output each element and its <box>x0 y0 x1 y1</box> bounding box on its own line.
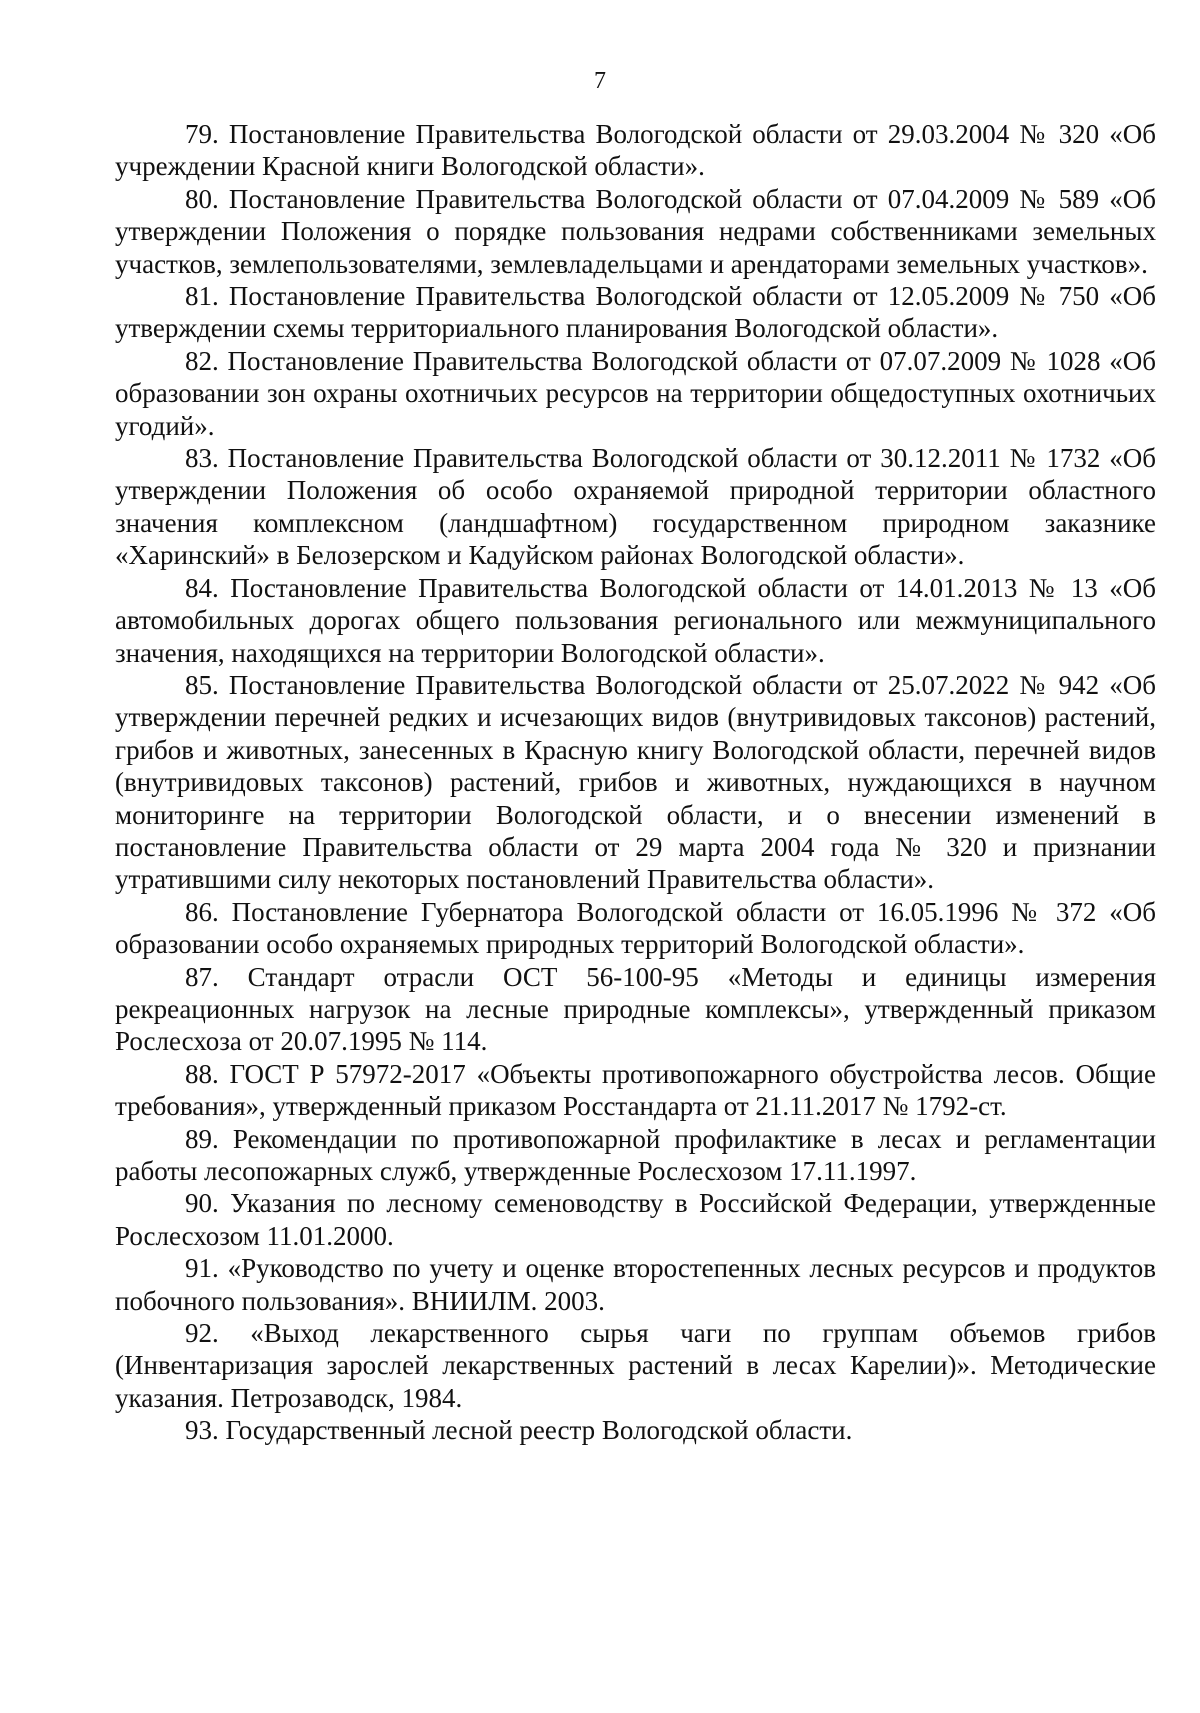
list-item: 87. Стандарт отрасли ОСТ 56-100-95 «Методы и единицы измерения рекреационных нагрузок на лесные природные комплексы», утвержденный приказом Рослесхоза от 20.07.1995 № 114. <box>115 961 1156 1057</box>
page-number: 7 <box>594 68 606 94</box>
list-item: 84. Постановление Правительства Вологодской области от 14.01.2013 № 13 «Об автомобильных дорогах общего пользования регионального или межмуниципального значения, находящихся на территории Вологодской области». <box>115 572 1156 668</box>
reference-list <box>115 118 1156 1447</box>
list-item: 83. Постановление Правительства Вологодской области от 30.12.2011 № 1732 «Об утверждении Положения об особо охраняемой природной территории областного значения комплексном (ландшафтном) государственном природном заказнике «Харинский» в Белозерском и Кадуйском районах Вологодской области». <box>115 443 1156 571</box>
list-item: 93. Государственный лесной реестр Вологодской области. <box>185 1415 853 1446</box>
list-item: 85. Постановление Правительства Вологодской области от 25.07.2022 № 942 «Об утверждении перечней редких и исчезающих видов (внутривидовых таксонов) растений, грибов и животных, занесенных в Красную книгу Вологодской области, перечней видов (внутривидовых таксонов) растений, грибов и животных, нуждающихся в научном мониторинге на территории Вологодской области, и о внесении изменений в постановление Правительства области от 29 марта 2004 года № 320 и признании утратившими силу некоторых постановлений Правительства области». <box>115 669 1156 895</box>
list-item: 91. «Руководство по учету и оценке второстепенных лесных ресурсов и продуктов побочного пользования». ВНИИЛМ. 2003. <box>115 1253 1156 1316</box>
list-item: 82. Постановление Правительства Вологодской области от 07.07.2009 № 1028 «Об образовании зон охраны охотничьих ресурсов на территории общедоступных охотничьих угодий». <box>115 345 1156 441</box>
list-item: 81. Постановление Правительства Вологодской области от 12.05.2009 № 750 «Об утверждении схемы территориального планирования Вологодской области». <box>115 281 1156 344</box>
list-item: 92. «Выход лекарственного сырья чаги по группам объемов грибов (Инвентаризация зарослей лекарственных растений в лесах Карелии)». Методические указания. Петрозаводск, 1984. <box>115 1318 1156 1413</box>
list-item: 86. Постановление Губернатора Вологодской области от 16.05.1996 № 372 «Об образовании особо охраняемых природных территорий Вологодской области». <box>115 896 1156 960</box>
list-item: 90. Указания по лесному семеноводству в Российской Федерации, утвержденные Рослесхозом 11.01.2000. <box>115 1188 1156 1251</box>
list-item: 88. ГОСТ Р 57972-2017 «Объекты противопожарного обустройства лесов. Общие требования», утвержденный приказом Росстандарта от 21.11.2017 № 1792-ст. <box>115 1058 1156 1122</box>
list-item: 89. Рекомендации по противопожарной профилактике в лесах и регламентации работы лесопожарных служб, утвержденные Рослесхозом 17.11.1997. <box>115 1123 1156 1186</box>
list-item: 80. Постановление Правительства Вологодской области от 07.04.2009 № 589 «Об утверждении Положения о порядке пользования недрами собственниками земельных участков, землепользователями, землевладельцами и арендаторами земельных участков». <box>115 183 1156 279</box>
list-item: 79. Постановление Правительства Вологодской области от 29.03.2004 № 320 «Об учреждении Красной книги Вологодской области». <box>115 119 1156 182</box>
